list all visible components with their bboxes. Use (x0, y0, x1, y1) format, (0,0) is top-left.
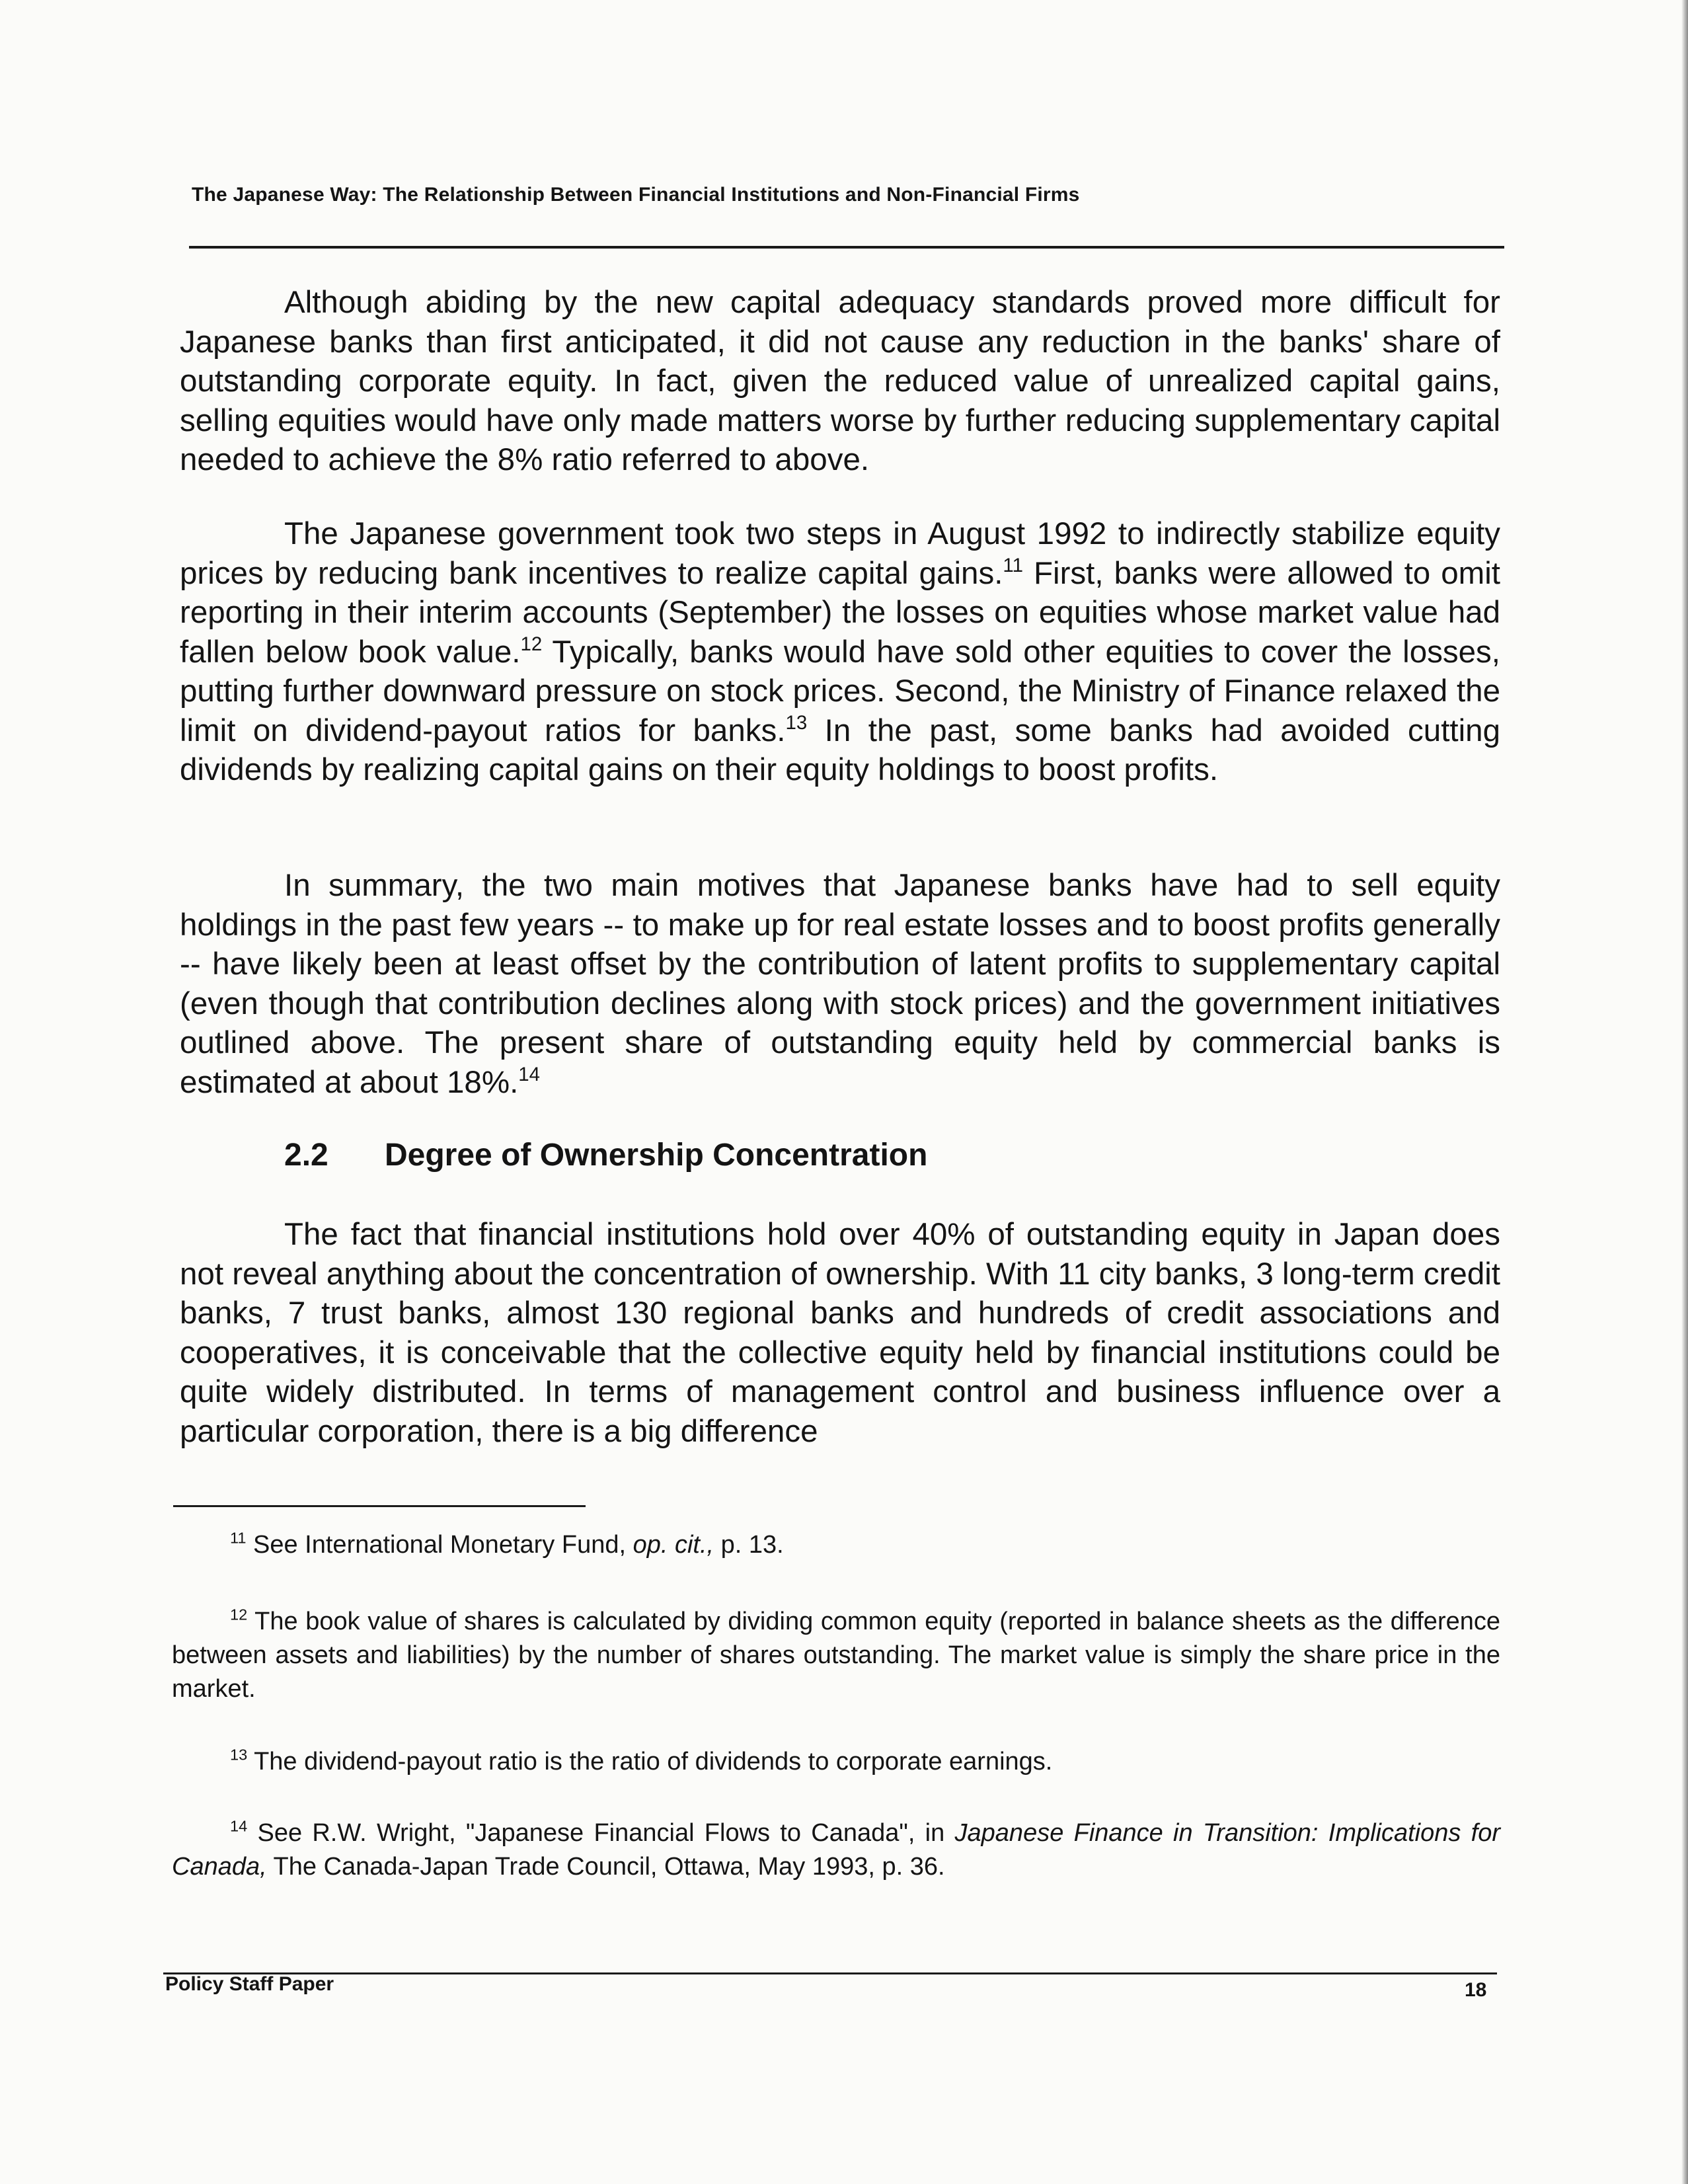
footnote-text: See International Monetary Fund, (253, 1531, 633, 1559)
footnote-text: The dividend-payout ratio is the ratio of dividends to corporate earnings. (254, 1748, 1053, 1775)
footnote-13 (172, 1745, 1500, 1779)
section-number: 2.2 (284, 1138, 328, 1173)
paragraph-3 (180, 866, 1500, 1102)
footnote-12 (172, 1605, 1500, 1706)
running-header: The Japanese Way: The Relationship Between Financial Institutions and Non-Financial Firms (192, 184, 1080, 206)
footnote-italic: op. cit., (633, 1531, 714, 1559)
footer-rule (163, 1972, 1497, 1974)
footnote-number: 13 (230, 1746, 248, 1764)
footnote-text: The book value of shares is calculated by dividing common equity (reported in balance sheets as the difference between assets and liabilities) by the number of shares outstanding. The market value is simply the share price in the market. (172, 1608, 1500, 1703)
footnote-separator (173, 1505, 586, 1507)
paragraph-2-text-d: In the past, some banks had avoided cutting dividends by realizing capital gains on their equity holdings to boost profits. (180, 713, 1500, 787)
footnote-text: The Canada-Japan Trade Council, Ottawa, May 1993, p. 36. (266, 1853, 945, 1881)
footnote-ref-12[interactable]: 12 (520, 633, 543, 655)
paragraph-2-text-c: Typically, banks would have sold other equities to cover the losses, putting further downward pressure on stock prices. Second, the Ministry of Finance relaxed the limit on dividend-payout ratios for banks. (180, 634, 1500, 748)
paragraph-2-text-b: First, banks were allowed to omit reporting in their interim accounts (September) the losses on equities whose market value had fallen below book value. (180, 555, 1500, 670)
paragraph-4 (180, 1215, 1500, 1451)
paragraph-2 (180, 514, 1500, 790)
footnote-text: See R.W. Wright, "Japanese Financial Flows to Canada", in (257, 1819, 955, 1847)
section-heading (284, 1137, 927, 1173)
footnote-italic: Japanese Finance in Transition: Implications for Canada, (172, 1819, 1501, 1881)
footnote-number: 12 (230, 1606, 248, 1623)
footnote-14 (172, 1816, 1500, 1884)
paragraph-1-text: Although abiding by the new capital adequacy standards proved more difficult for Japanese banks than first anticipated, it did not cause any reduction in the banks' share of outstanding corporate equity. In fact, given the reduced value of unrealized capital gains, selling equities would have only made matters worse by further reducing supplementary capital needed to achieve the 8% ratio referred to above. (180, 285, 1500, 477)
paragraph-3-text: In summary, the two main motives that Japanese banks have had to sell equity holdings in the past few years -- to make up for real estate losses and to boost profits generally -- have likely been at least offset by the contribution of latent profits to supplementary capital (even though that contribution declines along with stock prices) and the government initiatives outlined above. The present share of outstanding equity held by commercial banks is estimated at about 18%. (180, 868, 1500, 1100)
paragraph-4-text: The fact that financial institutions hold over 40% of outstanding equity in Japan does not reveal anything about the concentration of ownership. With 11 city banks, 3 long-term credit banks, 7 trust banks, almost 130 regional banks and hundreds of credit associations and cooperatives, it is conceivable that the collective equity held by financial institutions could be quite widely distributed. In terms of management control and business influence over a particular corporation, there is a big difference (180, 1217, 1500, 1449)
header-rule (189, 246, 1504, 249)
footnote-11 (172, 1528, 1500, 1562)
footnote-number: 11 (230, 1529, 247, 1547)
footnote-ref-13[interactable]: 13 (785, 711, 808, 734)
page-number: 18 (1465, 1979, 1487, 2001)
footnote-ref-14[interactable]: 14 (518, 1063, 541, 1085)
scan-edge-shadow (1681, 0, 1688, 2184)
footer-series: Policy Staff Paper (165, 1973, 334, 1995)
footnote-number: 14 (230, 1817, 248, 1835)
paragraph-1 (180, 283, 1500, 480)
paragraph-2-text-a: The Japanese government took two steps in August 1992 to indirectly stabilize equity prices by reducing bank incentives to realize capital gains. (180, 516, 1500, 591)
footnote-ref-11[interactable]: 11 (1003, 554, 1023, 576)
footnote-text: p. 13. (714, 1531, 784, 1559)
section-title: Degree of Ownership Concentration (385, 1138, 928, 1173)
